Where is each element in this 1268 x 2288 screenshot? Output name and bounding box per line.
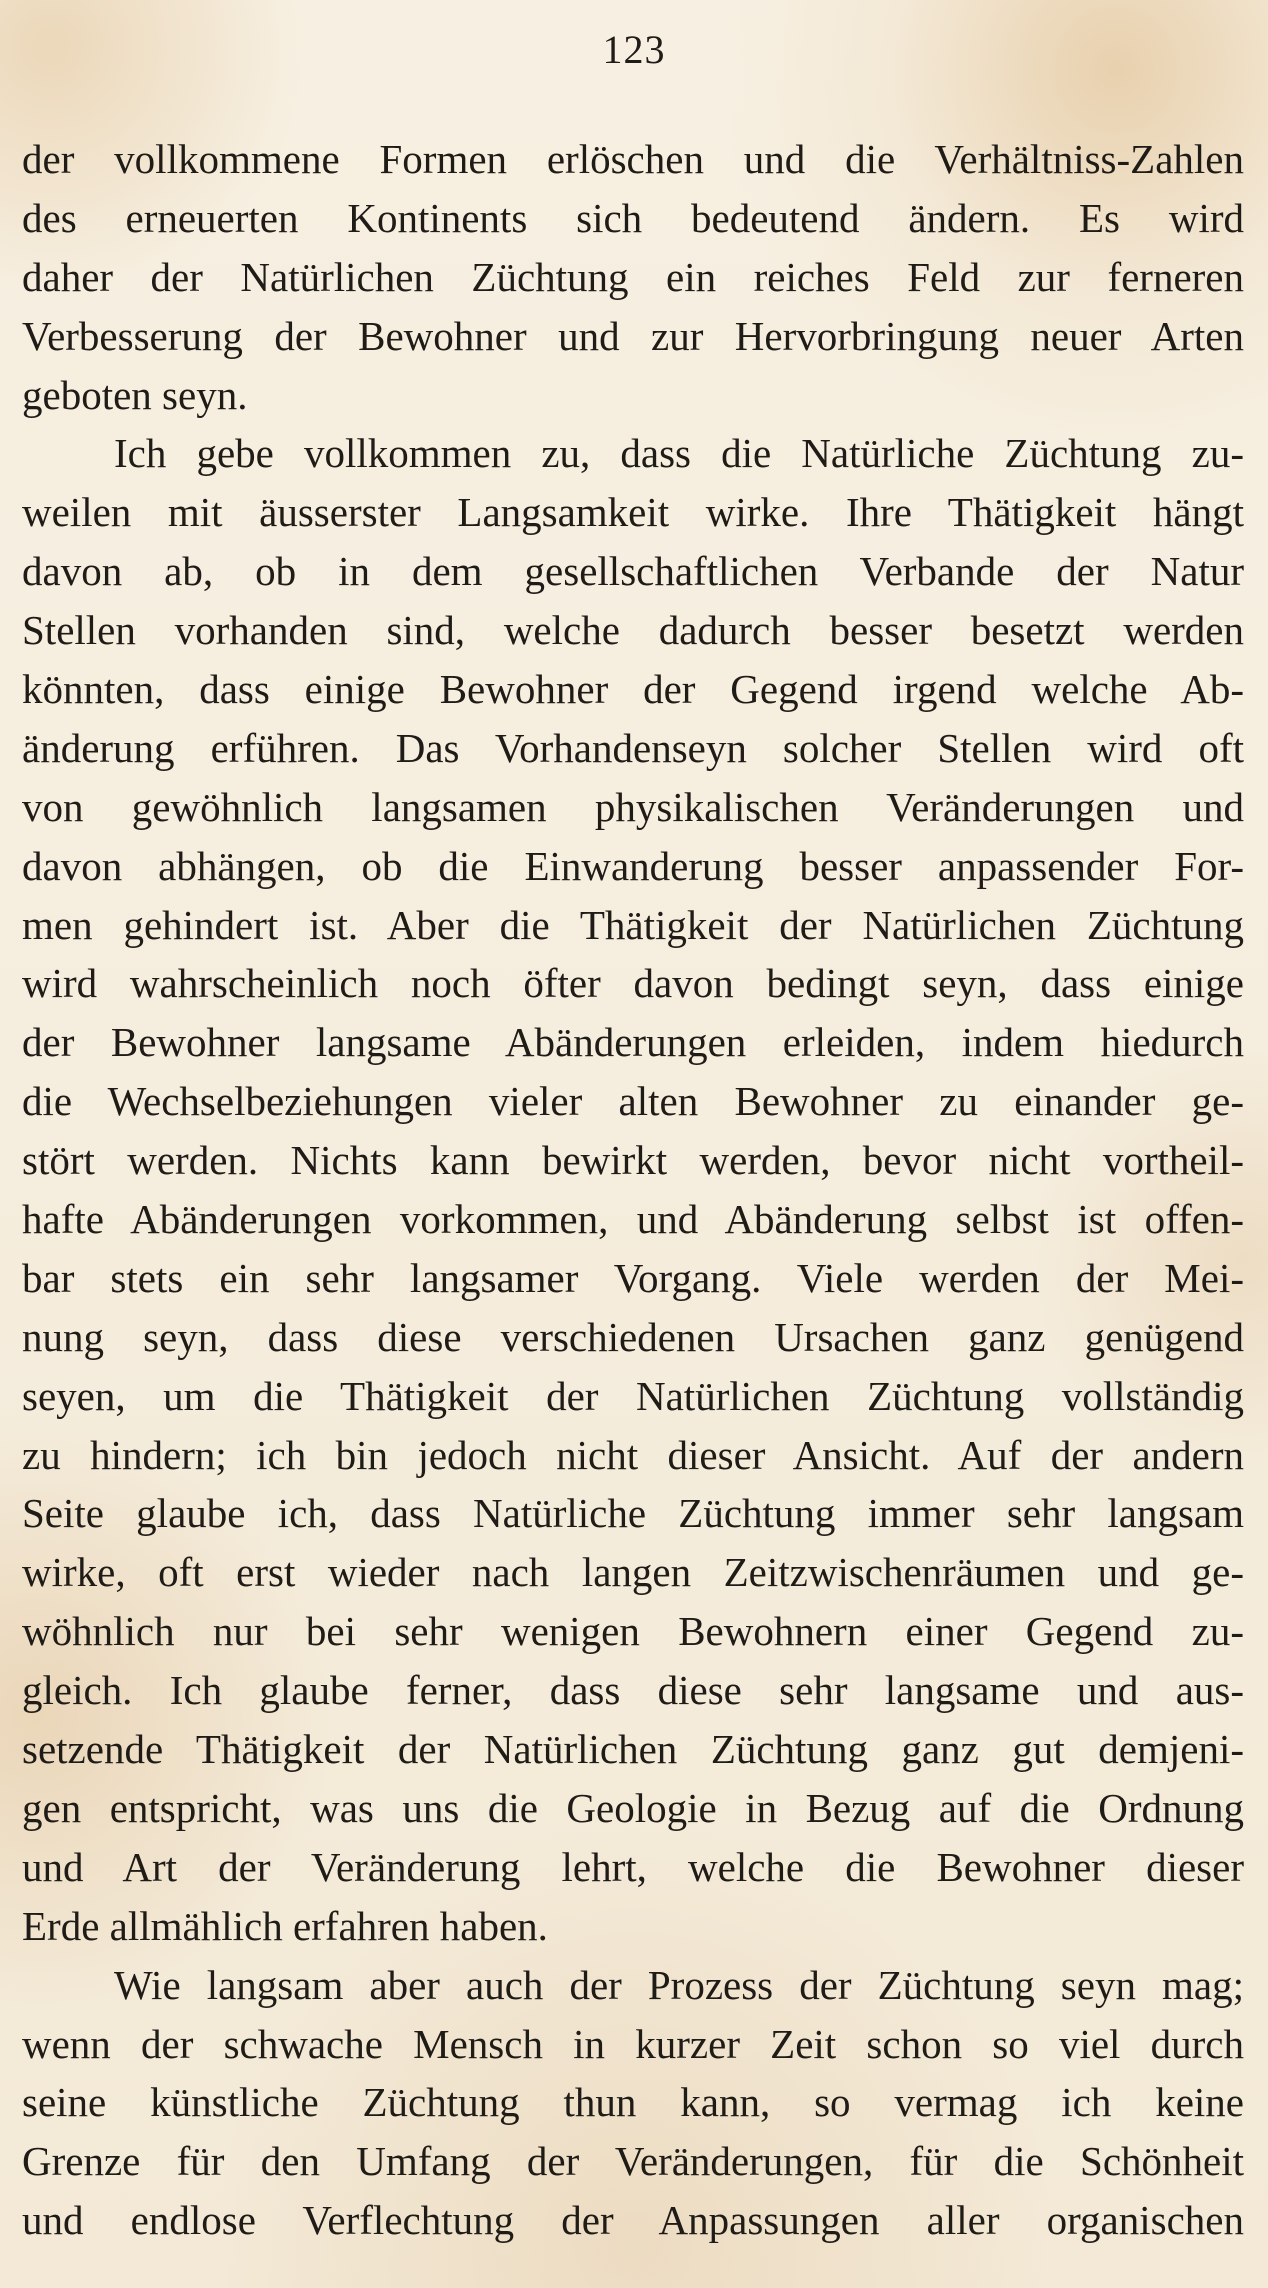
- text-line: weilen mit äusserster Langsamkeit wirke. Ihre Thätigkeit hängt: [22, 489, 1244, 536]
- text-line: änderung erführen. Das Vorhandenseyn solcher Stellen wird oft: [22, 724, 1244, 771]
- text-line: Ich gebe vollkommen zu, dass die Natürliche Züchtung zu-: [114, 430, 1244, 477]
- text-line: hafte Abänderungen vorkommen, und Abänderung selbst ist offen-: [22, 1196, 1244, 1243]
- text-line: daher der Natürlichen Züchtung ein reiches Feld zur ferneren: [22, 253, 1244, 300]
- text-line: stört werden. Nichts kann bewirkt werden, bevor nicht vortheil-: [22, 1137, 1244, 1184]
- text-line: Grenze für den Umfang der Veränderungen, für die Schönheit: [22, 2138, 1244, 2185]
- text-line: seine künstliche Züchtung thun kann, so vermag ich keine: [22, 2079, 1244, 2126]
- text-line: zu hindern; ich bin jedoch nicht dieser Ansicht. Auf der andern: [22, 1431, 1244, 1478]
- text-line: wöhnlich nur bei sehr wenigen Bewohnern einer Gegend zu-: [22, 1608, 1244, 1655]
- text-line: der vollkommene Formen erlöschen und die Verhältniss-Zahlen: [22, 136, 1244, 182]
- text-line: gleich. Ich glaube ferner, dass diese sehr langsame und aus-: [22, 1667, 1244, 1714]
- text-line: gen entspricht, was uns die Geologie in Bezug auf die Ordnung: [22, 1784, 1244, 1831]
- text-line: men gehindert ist. Aber die Thätigkeit der Natürlichen Züchtung: [22, 901, 1244, 948]
- text-line: wenn der schwache Mensch in kurzer Zeit schon so viel durch: [22, 2020, 1244, 2067]
- text-line: Stellen vorhanden sind, welche dadurch besser besetzt werden: [22, 607, 1244, 654]
- text-line: von gewöhnlich langsamen physikalischen Veränderungen und: [22, 783, 1244, 830]
- text-line: und Art der Veränderung lehrt, welche die Bewohner dieser: [22, 1843, 1244, 1890]
- text-line: Seite glaube ich, dass Natürliche Züchtung immer sehr langsam: [22, 1490, 1244, 1537]
- text-line: wirke, oft erst wieder nach langen Zeitzwischenräumen und ge-: [22, 1549, 1244, 1596]
- text-line: könnten, dass einige Bewohner der Gegend irgend welche Ab-: [22, 666, 1244, 713]
- text-line: des erneuerten Kontinents sich bedeutend ändern. Es wird: [22, 194, 1244, 241]
- page-number: 123: [602, 27, 666, 72]
- text-line: seyen, um die Thätigkeit der Natürlichen Züchtung vollständig: [22, 1372, 1244, 1419]
- text-line: nung seyn, dass diese verschiedenen Ursachen ganz genügend: [22, 1313, 1244, 1360]
- body-text: [22, 130, 1244, 2250]
- text-line: Verbesserung der Bewohner und zur Hervorbringung neuer Arten: [22, 312, 1244, 359]
- text-line: davon abhängen, ob die Einwanderung besser anpassender For-: [22, 842, 1244, 889]
- text-line: Wie langsam aber auch der Prozess der Züchtung seyn mag;: [114, 1961, 1244, 2008]
- text-line: und endlose Verflechtung der Anpassungen aller organischen: [22, 2197, 1244, 2244]
- text-line: wird wahrscheinlich noch öfter davon bedingt seyn, dass einige: [22, 960, 1244, 1007]
- text-line: geboten seyn.: [22, 371, 248, 418]
- text-line: setzende Thätigkeit der Natürlichen Züchtung ganz gut demjeni-: [22, 1726, 1244, 1773]
- text-line: davon ab, ob in dem gesellschaftlichen Verbande der Natur: [22, 548, 1244, 595]
- text-line: der Bewohner langsame Abänderungen erleiden, indem hiedurch: [22, 1019, 1244, 1066]
- text-line: Erde allmählich erfahren haben.: [22, 1902, 548, 1949]
- text-line: die Wechselbeziehungen vieler alten Bewohner zu einander ge-: [22, 1078, 1244, 1125]
- text-line: bar stets ein sehr langsamer Vorgang. Viele werden der Mei-: [22, 1254, 1244, 1301]
